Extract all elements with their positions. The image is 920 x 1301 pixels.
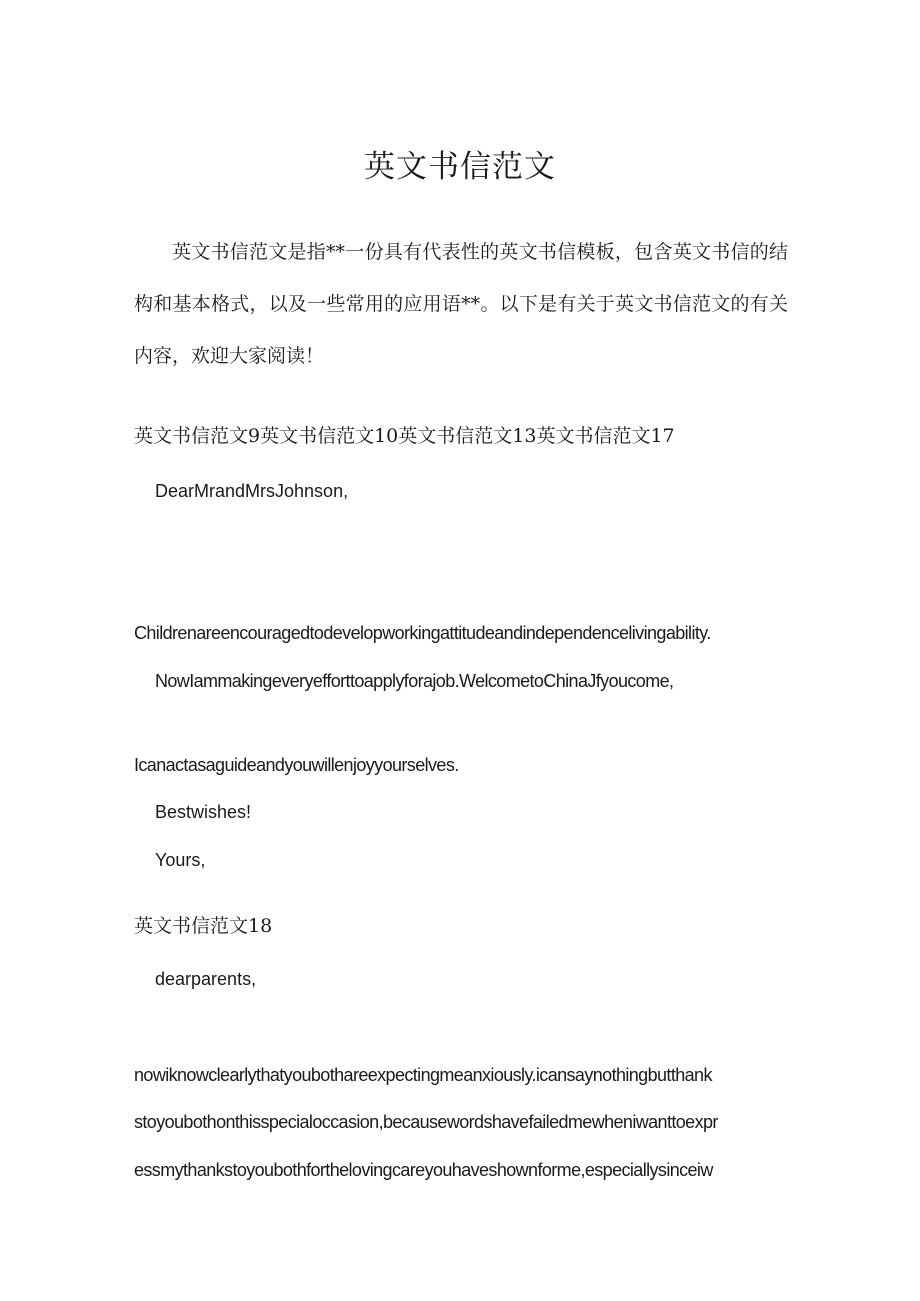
letter2-body-line-1: nowiknowclearlythatyoubothareexpectingmeanxiously.icansaynothingbutthank bbox=[134, 1065, 712, 1085]
letter1-body-line-1: Childrenareencouragedtodevelopworkingattitudeandindependencelivingability. bbox=[134, 623, 711, 643]
letter1-greeting: DearMrandMrsJohnson, bbox=[155, 481, 349, 501]
letter1-body-line-3: Icanactasaguideandyouwillenjoyyourselves. bbox=[134, 755, 459, 775]
index-line: 英文书信范文9英文书信范文10英文书信范文13英文书信范文17 bbox=[134, 425, 675, 447]
letter2-body-line-2: stoyoubothonthisspecialoccasion,becausewordshavefailedmewheniwanttoexpr bbox=[134, 1112, 718, 1132]
letter1-closing-wishes: Bestwishes! bbox=[155, 802, 252, 822]
section-18-heading: 英文书信范文18 bbox=[134, 915, 273, 937]
intro-paragraph: 英文书信范文是指**一份具有代表性的英文书信模板，包含英文书信的结构和基本格式，以及一些常用的应用语**。以下是有关于英文书信范文的有关内容，欢迎大家阅读！ bbox=[134, 241, 788, 367]
letter2-body-line-3: essmythankstoyoubothforthelovingcareyouhaveshownforme,especiallysinceiw bbox=[134, 1160, 713, 1180]
letter2-greeting: dearparents, bbox=[155, 969, 257, 989]
letter1-body-line-2: NowIammakingeveryefforttoapplyforajob.WelcometoChinaJfyoucome, bbox=[155, 671, 674, 691]
page-title: 英文书信范文 bbox=[364, 149, 556, 185]
letter1-closing-signoff: Yours, bbox=[155, 850, 206, 870]
